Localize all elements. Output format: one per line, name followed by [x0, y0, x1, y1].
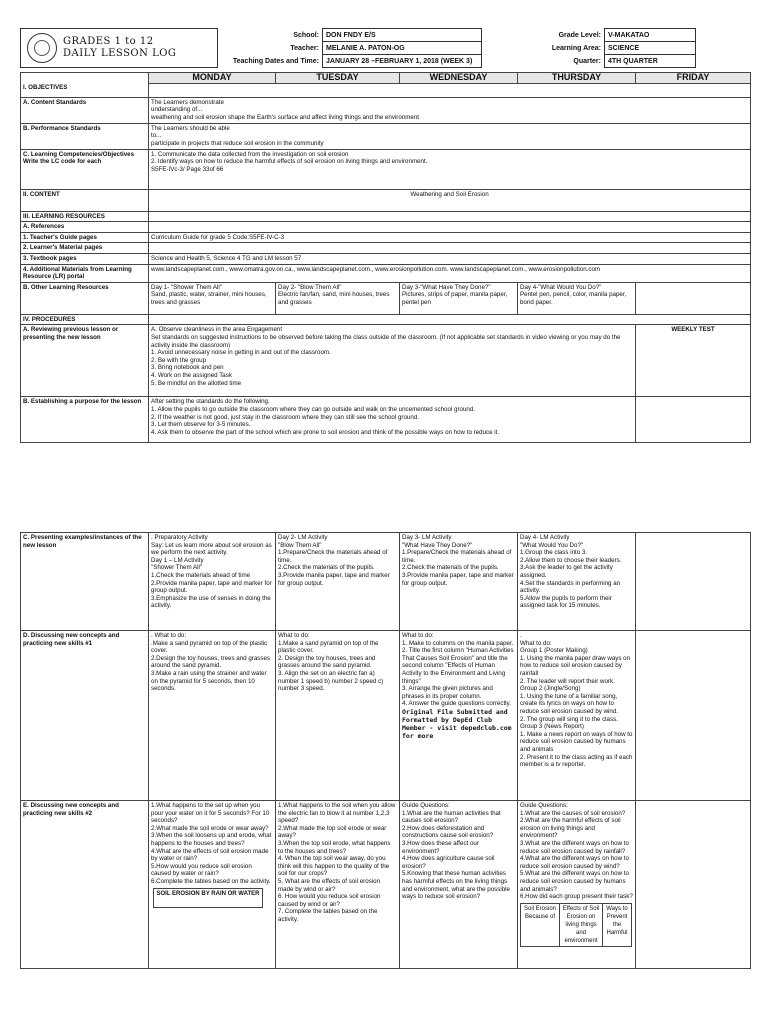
- cause-header: Soil Erosion Because of: [521, 903, 560, 946]
- procedures-blank: [149, 314, 751, 325]
- learners-material-text: [149, 243, 751, 254]
- text-line: Group 1 (Poster Making): [520, 647, 588, 655]
- presenting-friday: [636, 533, 751, 631]
- text-line: 2.How does deforestation and constructions cause soil erosion?: [402, 824, 494, 840]
- text-line: "Blow Them All": [278, 541, 322, 549]
- purpose-label: B. Establishing a purpose for the lesson: [21, 397, 149, 443]
- resource-line: Day 1- "Shower Them All": [151, 283, 222, 291]
- performance-standards-text: [149, 123, 751, 149]
- text-line: 3.When the soil loosens up and erode, what happens to the houses and trees?: [151, 832, 272, 847]
- other-resources-monday: [149, 282, 276, 314]
- resource-line: Pictures, strips of paper, manila paper, pentel pen: [402, 291, 508, 306]
- discussing-1-row: [21, 631, 751, 801]
- presenting-monday: [149, 533, 276, 631]
- presenting-examples-row: [21, 533, 751, 631]
- text-line: 4.How does agriculture cause soil erosion?: [402, 855, 495, 870]
- quarter-value: 4TH QUARTER: [605, 55, 696, 68]
- procedures-label: IV. PROCEDURES: [21, 314, 149, 325]
- other-resources-thursday: [518, 282, 636, 314]
- content-standards-label: A. Content Standards: [21, 97, 149, 123]
- other-resources-label: B. Other Learning Resources: [21, 282, 149, 314]
- presenting-thursday: [518, 533, 636, 631]
- textbook-text: Science and Health 5, Science 4 TG and LM lesson 57: [149, 253, 751, 264]
- discussing-1-label: D. Discussing new concepts and practicing new skills #1: [21, 631, 149, 801]
- discussing-1-friday: [636, 631, 751, 801]
- quarter-label: Quarter:: [573, 57, 601, 65]
- other-resources-tuesday: [276, 282, 400, 314]
- text-line: 4.Set the standards in performing an activity.: [520, 579, 621, 595]
- discussing-1-wednesday: [400, 631, 518, 801]
- competencies-text: [149, 149, 751, 189]
- text-line: 3.What are the different ways on how to reduce soil erosion caused by rainfall?: [520, 839, 629, 855]
- purpose-row: [21, 397, 751, 443]
- text-line: 2.What are the harmful effects of soil erosion on living things and environment?: [520, 817, 621, 840]
- learners-material-label: 2. Learner's Material pages: [21, 243, 149, 254]
- text-line: 3.Emphasize the use of senses in doing the activity.: [151, 594, 271, 610]
- dates-value: JANUARY 28 –FEBRUARY 1, 2018 (WEEK 3): [323, 55, 482, 68]
- text-line: 2.What made the top soil erode or wear away?: [278, 824, 387, 840]
- text-line: 2. The group will sing it to the class.: [520, 715, 618, 723]
- dates-label: Teaching Dates and Time:: [232, 57, 319, 65]
- reviewing-line: 2. Be with the group: [151, 356, 207, 364]
- day-friday: FRIDAY: [636, 73, 751, 84]
- watermark-line: Member - visit depedclub.com: [402, 723, 512, 732]
- objectives-title: I. OBJECTIVES: [21, 83, 149, 97]
- soil-erosion-rain-table: [153, 888, 263, 908]
- purpose-line: 1. Allow the pupils to go outside the classroom where they can go outside and walk on the uncemented school ground.: [151, 405, 476, 413]
- text-line: 3.How does these affect our environment?: [402, 839, 479, 855]
- text-line: 1. Make a news report on ways of how to reduce soil erosion caused by humans and animals: [520, 730, 633, 753]
- grade-label: Grade Level:: [558, 31, 601, 39]
- text-line: 2. Present it to the class acting as if each member is a tv reporter.: [520, 753, 633, 769]
- discussing-1-monday: [149, 631, 276, 801]
- purpose-line: After setting the standards do the following.: [151, 398, 270, 406]
- text-line: 4. Answer the guide questions correctly.: [402, 700, 511, 708]
- area-value: SCIENCE: [605, 42, 696, 55]
- additional-materials-row: [21, 264, 751, 282]
- text-line: 1.Check the materials ahead of time: [151, 571, 251, 579]
- learning-resources-blank: [149, 211, 751, 222]
- text-line: 2. The leader will report their work.: [520, 677, 615, 685]
- references-blank: [149, 222, 751, 233]
- text-line: 5.What are the different ways on how to reduce soil erosion caused by humans and animals?: [520, 870, 629, 893]
- deped-club-watermark: [402, 708, 515, 740]
- text-line: 1.What are the causes of soil erosion?: [520, 809, 626, 817]
- reviewing-row: [21, 325, 751, 397]
- day-tuesday: TUESDAY: [276, 73, 400, 84]
- presenting-examples-label: C. Presenting examples/instances of the new lesson: [21, 533, 149, 631]
- competencies-row: [21, 149, 751, 189]
- text-line: Guide Questions:: [402, 802, 450, 809]
- reviewing-line: 4. Work on the assigned Task: [151, 371, 232, 379]
- discussing-2-friday: [636, 801, 751, 969]
- content-standards-row: [21, 97, 751, 123]
- logo-line2: DAILY LESSON LOG: [63, 48, 177, 59]
- content-standards-text: [149, 97, 751, 123]
- teachers-guide-label: 1. Teacher's Guide pages: [21, 232, 149, 243]
- text-line: . Preparatory Activity: [151, 534, 208, 541]
- teacher-label: Teacher:: [290, 44, 319, 52]
- ways-header: Ways to Prevent the Harmful: [603, 903, 632, 946]
- purpose-friday: [636, 397, 751, 443]
- reviewing-line: 1. Avoid unnecessary noise in getting in and out of the classroom.: [151, 349, 331, 357]
- text-line: What to do:: [520, 639, 552, 647]
- presenting-wednesday: [400, 533, 518, 631]
- text-line: Group 3 (News Report): [520, 723, 584, 731]
- text-line: . What to do:: [151, 632, 187, 639]
- days-header-row: [21, 73, 751, 84]
- teachers-guide-text: Curriculum Guide for grade 5 Code:S5FE-IV-C-3: [149, 232, 751, 243]
- effects-header: Effects of Soil Erosion on living things and environment: [560, 903, 603, 946]
- references-label: A. References: [21, 222, 149, 233]
- additional-materials-label: 4. Additional Materials from Learning Resource (LR) portal: [21, 264, 149, 282]
- reviewing-label: A. Reviewing previous lesson or presenting the new lesson: [21, 325, 149, 397]
- text-line: 2. Title the first column "Human Activities That Causes Soil Erosion" and title the second column "Effects of Human Activity to the Environment and Living things": [402, 647, 514, 685]
- text-line: 1.What happens to the soil when you allow the electric fan to blow it at number 1,2,3 speed?: [278, 802, 396, 825]
- teacher-value: MELANIE A. PATON-OG: [323, 42, 482, 55]
- text-line: 1. Using the tune of a familiar song, create its lyrics on ways on how to reduce soil erosion caused by wind.: [520, 692, 619, 715]
- resource-line: Day 2- "Blow Them All": [278, 283, 342, 291]
- header-info-left: [222, 28, 482, 68]
- purpose-line: 4. Ask them to observe the part of the school which are prone to soil erosion and think of the possible ways on how to reduce it.: [151, 428, 500, 436]
- discussing-2-label: E. Discussing new concepts and practicing new skills #2: [21, 801, 149, 969]
- content-label: II. CONTENT: [21, 189, 149, 211]
- text-line: "What Have They Done?": [402, 541, 473, 549]
- discussing-1-thursday: [518, 631, 636, 801]
- watermark-line: Original File Submitted and: [402, 707, 508, 716]
- text-line: 3.When the top soil erode, what happens to the houses and trees?: [278, 839, 391, 855]
- text-line: 3. Align the set on an electric fan a) number 1 speed b) number 2 speed c) number 3 speed.: [278, 669, 384, 693]
- discussing-2-thursday: [518, 801, 636, 969]
- lesson-log-page-1: [20, 28, 750, 443]
- soil-erosion-effects-table: [520, 903, 632, 947]
- text-line: Day 2- LM Activity: [278, 534, 328, 541]
- resource-line: Day 3-"What Have They Done?": [402, 283, 491, 291]
- text-line: 2.Check the materials of the pupils.: [278, 564, 375, 572]
- school-value: DON FNDY E/S: [323, 29, 482, 42]
- day-monday: MONDAY: [149, 73, 276, 84]
- text-line: What to do:: [402, 632, 434, 639]
- text-line: 2.Allow them to choose their leaders.: [520, 556, 622, 564]
- additional-materials-text: www.landscapeplanet.com., www.omatra.gov.on.ca., www.landscapeplanet.com., www.erosionpollution.com. www.landscapeplanet.com., www.erosionpollution.com: [149, 264, 751, 282]
- discussing-2-monday: [149, 801, 276, 969]
- grade-value: V-MAKATAO: [605, 29, 696, 42]
- resource-line: Day 4-"What Would You Do?": [520, 283, 602, 291]
- soil-erosion-rain-header: SOIL EROSION BY RAIN OR WATER: [154, 888, 263, 907]
- text-line: 2. Design the toy houses, trees and grasses around the sand pyramid.: [278, 654, 376, 670]
- purpose-text: [149, 397, 636, 443]
- text-line: 3. Arrange the given pictures and phrases in its proper column.: [402, 685, 493, 700]
- watermark-line: for more: [402, 731, 434, 740]
- other-resources-friday: [636, 282, 751, 314]
- corner-cell: [21, 73, 149, 84]
- watermark-line: Formatted by DepEd Club: [402, 715, 493, 724]
- text-line: 6.How did each group present their task?: [520, 893, 633, 901]
- day-thursday: THURSDAY: [518, 73, 636, 84]
- text-line: 4.What are the different ways on how to reduce soil erosion caused by wind?: [520, 855, 629, 870]
- weekly-test-cell: WEEKLY TEST: [636, 325, 751, 397]
- objectives-row: [21, 83, 751, 97]
- text-line: 2.Check the materials of the pupils.: [402, 564, 499, 572]
- school-label: School:: [293, 31, 319, 39]
- discussing-2-tuesday: [276, 801, 400, 969]
- text-line: 2.Provide manila paper, tape and marker for group output.: [151, 579, 272, 595]
- text-line: "Shower Them All": [151, 564, 203, 572]
- lesson-table-2: [20, 532, 751, 969]
- procedures-row: [21, 314, 751, 325]
- reviewing-line: 3. Bring notebook and pen: [151, 364, 224, 372]
- presenting-tuesday: [276, 533, 400, 631]
- reviewing-line: Set standards on suggested instructions to be observed before taking the class outside of the classroom. (If not applicable set standards in video viewing or you may do the activity inside the classroom): [151, 333, 621, 349]
- text-line: 3.Make a rain using the strainer and water on the pyramid for 5 seconds, then 10 seconds.: [151, 669, 267, 693]
- teachers-guide-row: [21, 232, 751, 243]
- text-line: 5.How would you reduce soil erosion caused by water or rain?: [151, 862, 252, 878]
- logo-line1: GRADES 1 to 12: [63, 36, 154, 47]
- learning-resources-row: [21, 211, 751, 222]
- learning-resources-label: III. LEARNING RESOURCES: [21, 211, 149, 222]
- text-line: 2.Design the toy houses, trees and grasses around the sand pyramid.: [151, 654, 271, 670]
- text-line: 1.Prepare/Check the materials ahead of time.: [278, 549, 388, 564]
- logo-box: [20, 28, 218, 68]
- competency-line: 1. Communicate the data collected from the investigation on soil erosion: [151, 150, 349, 158]
- purpose-line: 3. Let them observe for 3-5 minutes.: [151, 421, 251, 429]
- content-text: Weathering and Soil Erosion: [149, 189, 751, 211]
- text-line: Day 1 – LM Activity: [151, 556, 204, 564]
- header-info-right: [518, 28, 696, 68]
- reviewing-line: A. Observe cleanliness in the area Engagement: [151, 326, 283, 334]
- performance-standards-line: to...: [151, 132, 162, 140]
- text-line: 5.Knowing that these human activities has harmful effects on the living things and environment, what are the possible ways to reduce soil erosion?: [402, 870, 511, 901]
- performance-standards-line: The Learners should be able: [151, 124, 230, 132]
- content-standards-line: The Learners demonstrate: [151, 98, 224, 106]
- text-line: 1.What happens to the set up when you pour your water on it for 5 seconds? For 10 seconds?: [151, 802, 270, 825]
- competency-line: S5FE-IVc-3/ Page 33of 66: [151, 165, 224, 173]
- text-line: 1. Make to columns on the manila paper.: [402, 639, 514, 647]
- purpose-line: 2. If the weather is not good, just stay in the classroom where they can still see the school ground.: [151, 413, 419, 421]
- text-line: 1.Prepare/Check the materials ahead of time.: [402, 549, 512, 564]
- text-line: 5.Allow the pupils to perform their assigned task for 15 minutes.: [520, 594, 612, 610]
- logo-title: [63, 36, 176, 60]
- resource-line: Electric fan/fan, sand, mini houses, trees and grasses: [278, 291, 390, 306]
- content-standards-line: understanding of...: [151, 106, 203, 114]
- textbook-label: 3. Textbook pages: [21, 253, 149, 264]
- header: [20, 28, 750, 68]
- day-wednesday: WEDNESDAY: [400, 73, 518, 84]
- text-line: 1.What are the human activities that causes soil erosion?: [402, 809, 501, 825]
- text-line: 1.Make a sand pyramid on top of the plastic cover.: [278, 639, 379, 655]
- text-line: 6.Complete the tables based on the activity.: [151, 877, 271, 885]
- text-line: Group 2 (Jingle/Song): [520, 685, 581, 693]
- text-line: 7. Complete the tables based on the activity.: [278, 908, 378, 923]
- content-row: [21, 189, 751, 211]
- text-line: Guide Questions:: [520, 802, 568, 809]
- other-resources-wednesday: [400, 282, 518, 314]
- text-line: What to do:: [278, 632, 310, 639]
- area-label: Learning Area:: [551, 44, 601, 52]
- other-resources-row: [21, 282, 751, 314]
- text-line: 4.What are the effects of soil erosion made by water or rain?: [151, 847, 269, 863]
- references-row: [21, 222, 751, 233]
- text-line: 6. How would you reduce soil erosion caused by wind or air?: [278, 893, 381, 908]
- performance-standards-label: B. Performance Standards: [21, 123, 149, 149]
- text-line: 5. What are the effects of soil erosion made by wind or air?: [278, 877, 381, 893]
- reviewing-text: [149, 325, 636, 397]
- lesson-table-1: [20, 72, 751, 443]
- text-line: 4. When the top soil wear away, do you think will this happen to the quality of the soil for our crops?: [278, 855, 390, 878]
- text-line: Day 3- LM Activity: [402, 534, 452, 541]
- discussing-1-tuesday: [276, 631, 400, 801]
- text-line: Day 4- LM Activity: [520, 534, 570, 541]
- textbook-row: [21, 253, 751, 264]
- text-line: 3.Provide manila paper, tape and marker for group output.: [402, 571, 514, 587]
- text-line: "What Would You Do?": [520, 541, 584, 549]
- deped-seal-icon: [27, 33, 57, 63]
- text-line: .Make a sand pyramid on top of the plastic cover.: [151, 639, 268, 655]
- performance-standards-row: [21, 123, 751, 149]
- text-line: 3.Ask the leader to get the activity assigned.: [520, 564, 613, 579]
- discussing-2-row: [21, 801, 751, 969]
- learners-material-row: [21, 243, 751, 254]
- performance-standards-line: participate in projects that reduce soil erosion in the community: [151, 139, 324, 147]
- reviewing-line: 5. Be mindful on the allotted time: [151, 379, 242, 387]
- competencies-label: C. Learning Competencies/Objectives Write the LC code for each: [21, 149, 149, 189]
- text-line: .: [520, 632, 522, 639]
- objectives-blank: [149, 83, 751, 97]
- content-standards-line: weathering and soil erosion shape the Earth's surface and affect living things and the environment: [151, 113, 419, 121]
- discussing-2-wednesday: [400, 801, 518, 969]
- text-line: 1.Group the class into 3.: [520, 549, 588, 557]
- competency-line: 2. Identify ways on how to reduce the harmful effects of soil erosion on living things and environment.: [151, 158, 428, 166]
- resource-line: Pentel pen, pencil, color, manila paper, bond paper.: [520, 291, 627, 306]
- text-line: 2.What made the soil erode or wear away?: [151, 824, 269, 832]
- lesson-log-page-2: [20, 532, 750, 969]
- text-line: 1. Using the manila paper draw ways on how to reduce soil erosion caused by rainfall: [520, 654, 631, 677]
- resource-line: Sand, plastic, water, strainer, mini houses, trees and grasses: [151, 291, 267, 306]
- text-line: 3.Provide manila paper, tape and marker for group output.: [278, 571, 390, 587]
- text-line: Say: Let us learn more about soil erosion as we perform the next activity.: [151, 541, 272, 557]
